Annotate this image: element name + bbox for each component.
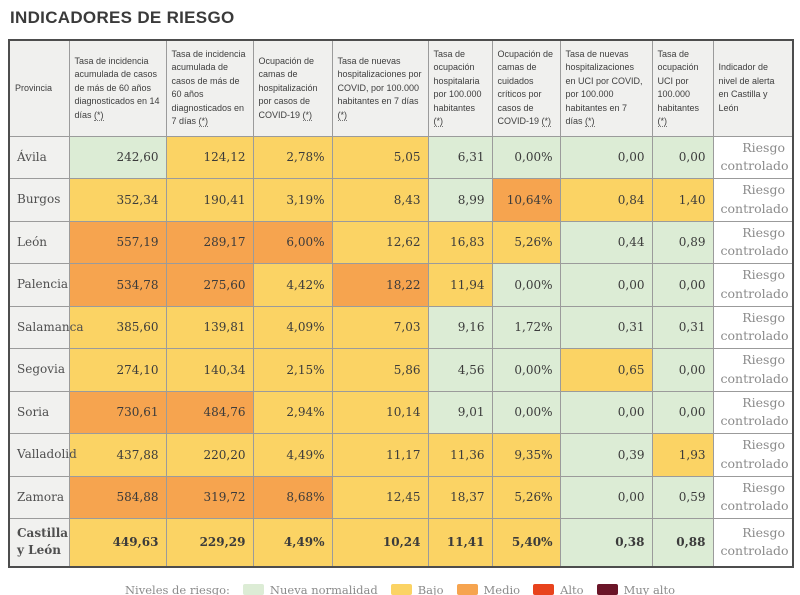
legend-swatch-icon bbox=[597, 584, 618, 595]
value-cell: 0,31 bbox=[560, 306, 652, 349]
value-cell: 352,34 bbox=[69, 179, 166, 222]
value-cell: 319,72 bbox=[166, 476, 253, 519]
footnote-marker-icon[interactable]: (*) bbox=[337, 109, 347, 120]
alert-level-cell: Riesgo controlado bbox=[713, 391, 793, 434]
value-cell: 10,64% bbox=[492, 179, 560, 222]
value-cell: 0,00 bbox=[560, 391, 652, 434]
alert-level-cell: Riesgo controlado bbox=[713, 179, 793, 222]
value-cell: 12,45 bbox=[332, 476, 428, 519]
value-cell: 0,00 bbox=[652, 391, 713, 434]
value-cell: 0,00% bbox=[492, 349, 560, 392]
value-cell: 2,15% bbox=[253, 349, 332, 392]
table-row bbox=[9, 434, 793, 477]
value-cell: 9,16 bbox=[428, 306, 492, 349]
value-cell: 140,34 bbox=[166, 349, 253, 392]
value-cell: 229,29 bbox=[166, 519, 253, 567]
value-cell: 274,10 bbox=[69, 349, 166, 392]
province-cell: Ávila bbox=[9, 136, 69, 179]
value-cell: 0,44 bbox=[560, 221, 652, 264]
table-row bbox=[9, 306, 793, 349]
value-cell: 7,03 bbox=[332, 306, 428, 349]
legend-item-label: Muy alto bbox=[623, 582, 676, 595]
column-header-label: Tasa de incidencia acumulada de casos de más de 60 años diagnosticados en 7 días bbox=[171, 48, 246, 127]
province-cell: Zamora bbox=[9, 476, 69, 519]
value-cell: 6,00% bbox=[253, 221, 332, 264]
value-cell: 11,36 bbox=[428, 434, 492, 477]
value-cell: 385,60 bbox=[69, 306, 166, 349]
footnote-marker-icon[interactable]: (*) bbox=[302, 109, 313, 120]
value-cell: 0,00% bbox=[492, 136, 560, 179]
legend-item bbox=[457, 583, 521, 595]
value-cell: 584,88 bbox=[69, 476, 166, 519]
value-cell: 0,00 bbox=[560, 264, 652, 307]
risk-levels-legend bbox=[8, 583, 792, 595]
column-header bbox=[253, 40, 332, 136]
value-cell: 449,63 bbox=[69, 519, 166, 567]
alert-level-cell: Riesgo controlado bbox=[713, 306, 793, 349]
value-cell: 4,56 bbox=[428, 349, 492, 392]
legend-item-label: Bajo bbox=[417, 582, 444, 595]
province-cell: Soria bbox=[9, 391, 69, 434]
province-cell: Valladolid bbox=[9, 434, 69, 477]
column-header-label: Provincia bbox=[15, 82, 53, 93]
table-row bbox=[9, 264, 793, 307]
province-cell: Salamanca bbox=[9, 306, 69, 349]
legend-item-label: Nueva normalidad bbox=[269, 582, 378, 595]
legend-item-label: Alto bbox=[560, 582, 584, 595]
value-cell: 220,20 bbox=[166, 434, 253, 477]
footnote-marker-icon[interactable]: (*) bbox=[433, 116, 443, 127]
value-cell: 437,88 bbox=[69, 434, 166, 477]
value-cell: 730,61 bbox=[69, 391, 166, 434]
alert-level-cell: Riesgo controlado bbox=[713, 136, 793, 179]
legend-items bbox=[243, 583, 675, 595]
table-row bbox=[9, 391, 793, 434]
value-cell: 2,94% bbox=[253, 391, 332, 434]
value-cell: 0,39 bbox=[560, 434, 652, 477]
table-row bbox=[9, 221, 793, 264]
legend-label: Niveles de riesgo: bbox=[124, 582, 230, 595]
value-cell: 5,26% bbox=[492, 221, 560, 264]
value-cell: 5,05 bbox=[332, 136, 428, 179]
value-cell: 3,19% bbox=[253, 179, 332, 222]
legend-item bbox=[243, 583, 378, 595]
alert-level-cell: Riesgo controlado bbox=[713, 434, 793, 477]
value-cell: 0,00 bbox=[652, 349, 713, 392]
alert-level-cell: Riesgo controlado bbox=[713, 349, 793, 392]
value-cell: 0,59 bbox=[652, 476, 713, 519]
column-header-label: Tasa de ocupación UCI por 100.000 habitantes bbox=[657, 48, 700, 113]
column-header bbox=[166, 40, 253, 136]
value-cell: 0,00% bbox=[492, 391, 560, 434]
column-header bbox=[560, 40, 652, 136]
alert-level-cell: Riesgo controlado bbox=[713, 264, 793, 307]
value-cell: 139,81 bbox=[166, 306, 253, 349]
footnote-marker-icon[interactable]: (*) bbox=[541, 116, 552, 127]
column-header bbox=[69, 40, 166, 136]
value-cell: 16,83 bbox=[428, 221, 492, 264]
table-row bbox=[9, 349, 793, 392]
value-cell: 18,37 bbox=[428, 476, 492, 519]
value-cell: 4,49% bbox=[253, 519, 332, 567]
legend-item-label: Medio bbox=[483, 582, 521, 595]
value-cell: 0,00 bbox=[560, 476, 652, 519]
value-cell: 4,49% bbox=[253, 434, 332, 477]
value-cell: 5,40% bbox=[492, 519, 560, 567]
value-cell: 1,72% bbox=[492, 306, 560, 349]
value-cell: 0,00 bbox=[652, 264, 713, 307]
legend-swatch-icon bbox=[457, 584, 478, 595]
column-header-label: Tasa de nuevas hospitalizaciones por COVID, por 100.000 habitantes en 7 días bbox=[337, 55, 422, 106]
risk-indicators-table bbox=[8, 39, 794, 568]
footnote-marker-icon[interactable]: (*) bbox=[94, 109, 104, 120]
alert-level-cell: Riesgo controlado bbox=[713, 221, 793, 264]
value-cell: 11,41 bbox=[428, 519, 492, 567]
value-cell: 8,43 bbox=[332, 179, 428, 222]
value-cell: 275,60 bbox=[166, 264, 253, 307]
value-cell: 4,42% bbox=[253, 264, 332, 307]
value-cell: 190,41 bbox=[166, 179, 253, 222]
value-cell: 6,31 bbox=[428, 136, 492, 179]
column-header bbox=[332, 40, 428, 136]
value-cell: 10,14 bbox=[332, 391, 428, 434]
legend-swatch-icon bbox=[533, 584, 554, 595]
value-cell: 8,99 bbox=[428, 179, 492, 222]
column-header bbox=[713, 40, 793, 136]
value-cell: 0,38 bbox=[560, 519, 652, 567]
column-header-label: Ocupación de camas de cuidados críticos por casos de COVID-19 bbox=[497, 48, 554, 127]
value-cell: 4,09% bbox=[253, 306, 332, 349]
value-cell: 124,12 bbox=[166, 136, 253, 179]
value-cell: 18,22 bbox=[332, 264, 428, 307]
value-cell: 1,93 bbox=[652, 434, 713, 477]
footnote-marker-icon[interactable]: (*) bbox=[585, 116, 595, 127]
column-header-label: Tasa de nuevas hospitalizaciones en UCI por COVID, por 100.000 habitantes en 7 días bbox=[565, 48, 643, 127]
legend-swatch-icon bbox=[391, 584, 412, 595]
legend-item bbox=[597, 583, 675, 595]
value-cell: 0,00 bbox=[560, 136, 652, 179]
table-row bbox=[9, 519, 793, 567]
value-cell: 5,86 bbox=[332, 349, 428, 392]
value-cell: 484,76 bbox=[166, 391, 253, 434]
province-cell: Castilla y León bbox=[9, 519, 69, 567]
value-cell: 11,94 bbox=[428, 264, 492, 307]
table-row bbox=[9, 476, 793, 519]
table-row bbox=[9, 179, 793, 222]
value-cell: 0,00 bbox=[652, 136, 713, 179]
column-header-label: Indicador de nivel de alerta en Castilla y León bbox=[718, 62, 775, 113]
value-cell: 2,78% bbox=[253, 136, 332, 179]
value-cell: 0,65 bbox=[560, 349, 652, 392]
value-cell: 0,00% bbox=[492, 264, 560, 307]
value-cell: 1,40 bbox=[652, 179, 713, 222]
legend-item bbox=[533, 583, 584, 595]
column-header bbox=[428, 40, 492, 136]
value-cell: 9,35% bbox=[492, 434, 560, 477]
column-header-label: Tasa de incidencia acumulada de casos de más de 60 años diagnosticados en 14 días bbox=[74, 55, 160, 120]
value-cell: 0,31 bbox=[652, 306, 713, 349]
column-header-label: Tasa de ocupación hospitalaria por 100.000 habitantes bbox=[433, 48, 482, 113]
alert-level-cell: Riesgo controlado bbox=[713, 476, 793, 519]
province-cell: León bbox=[9, 221, 69, 264]
header-row bbox=[9, 40, 793, 136]
value-cell: 289,17 bbox=[166, 221, 253, 264]
legend-item bbox=[391, 583, 444, 595]
column-header bbox=[9, 40, 69, 136]
value-cell: 557,19 bbox=[69, 221, 166, 264]
column-header-label: Ocupación de camas de hospitalización por casos de COVID-19 bbox=[258, 55, 318, 120]
value-cell: 242,60 bbox=[69, 136, 166, 179]
province-cell: Burgos bbox=[9, 179, 69, 222]
column-header bbox=[492, 40, 560, 136]
value-cell: 0,88 bbox=[652, 519, 713, 567]
value-cell: 5,26% bbox=[492, 476, 560, 519]
province-cell: Palencia bbox=[9, 264, 69, 307]
alert-level-cell: Riesgo controlado bbox=[713, 519, 793, 567]
legend-swatch-icon bbox=[243, 584, 264, 595]
footnote-marker-icon[interactable]: (*) bbox=[657, 116, 667, 127]
value-cell: 9,01 bbox=[428, 391, 492, 434]
value-cell: 10,24 bbox=[332, 519, 428, 567]
value-cell: 0,89 bbox=[652, 221, 713, 264]
value-cell: 534,78 bbox=[69, 264, 166, 307]
page-title: INDICADORES DE RIESGO bbox=[10, 8, 235, 27]
column-header bbox=[652, 40, 713, 136]
value-cell: 12,62 bbox=[332, 221, 428, 264]
footnote-marker-icon[interactable]: (*) bbox=[198, 116, 209, 127]
value-cell: 11,17 bbox=[332, 434, 428, 477]
value-cell: 8,68% bbox=[253, 476, 332, 519]
table-row bbox=[9, 136, 793, 179]
value-cell: 0,84 bbox=[560, 179, 652, 222]
province-cell: Segovia bbox=[9, 349, 69, 392]
